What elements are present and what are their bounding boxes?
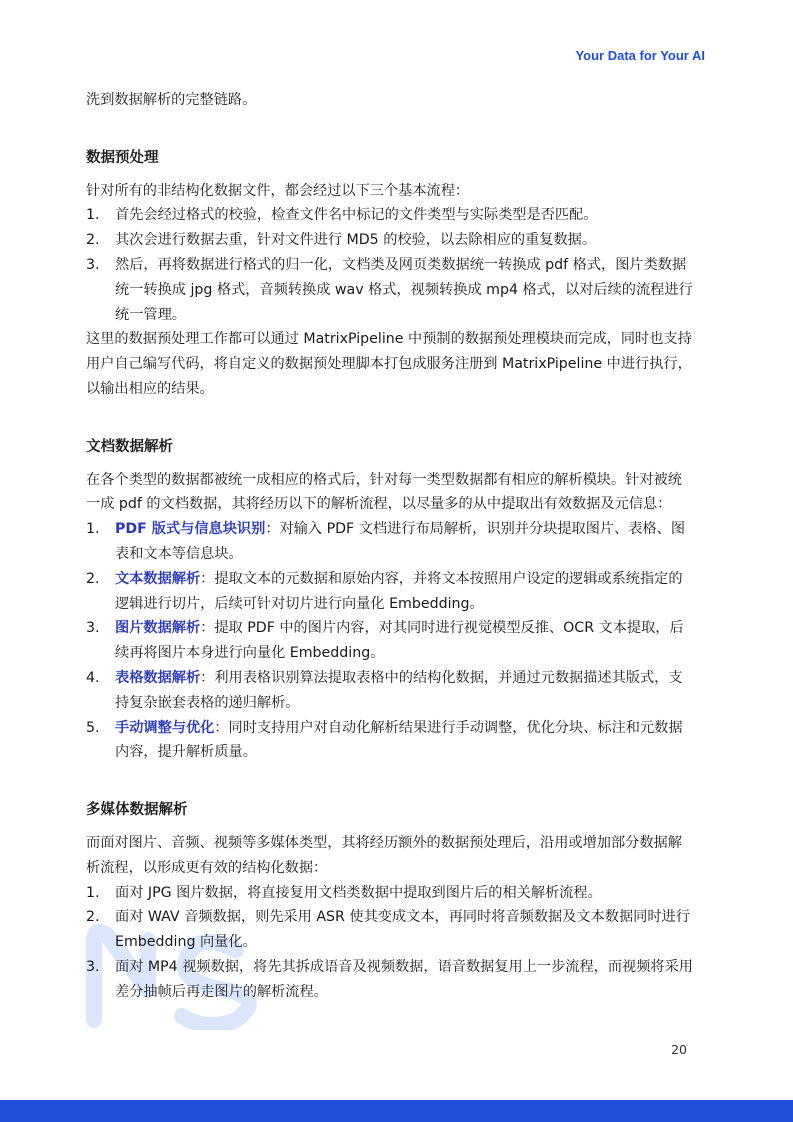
page-number: 20 (671, 1042, 687, 1057)
multimedia-lead: 而面对图片、音频、视频等多媒体类型，其将经历额外的数据预处理后，沿用或增加部分数据解析流程，以形成更有效的结构化数据： (86, 834, 682, 876)
header-tagline: Your Data for Your AI (575, 48, 705, 63)
list-item: 1. 首先会经过格式的校验，检查文件名中标记的文件类型与实际类型是否匹配。 (86, 207, 598, 224)
term-highlight: 表格数据解析 (115, 669, 201, 686)
document-list (86, 517, 696, 765)
term-highlight: PDF 版式与信息块识别 (115, 521, 266, 538)
list-item: 5. 手动调整与优化：同时支持用户对自动化解析结果进行手动调整，优化分块、标注和元数据内容，提升解析质量。 (86, 719, 683, 761)
preprocess-closing: 这里的数据预处理工作都可以通过 MatrixPipeline 中预制的数据预处理模块而完成，同时也支持用户自己编写代码，将自定义的数据预处理脚本打包成服务注册到 MatrixPipeline 中进行执行，以输出相应的结果。 (86, 331, 692, 397)
heading-preprocess: 数据预处理 (86, 149, 159, 166)
document-body (86, 88, 696, 1005)
heading-multimedia-parsing: 多媒体数据解析 (86, 802, 188, 819)
term-highlight: 手动调整与优化 (115, 719, 215, 736)
list-item: 3. 面对 MP4 视频数据，将先其拆成语音及视频数据，语音数据复用上一步流程，而视频将采用差分抽帧后再走图片的解析流程。 (86, 958, 693, 1000)
intro-line: 洗到数据解析的完整链路。 (86, 92, 257, 108)
list-item: 1. 面对 JPG 图片数据，将直接复用文档类数据中提取到图片后的相关解析流程。 (86, 884, 602, 901)
list-item: 2. 面对 WAV 音频数据，则先采用 ASR 使其变成文本，再同时将音频数据及文本数据同时进行 Embedding 向量化。 (86, 909, 690, 951)
term-highlight: 图片数据解析 (115, 620, 201, 637)
document-lead: 在各个类型的数据都被统一成相应的格式后，针对每一类型数据都有相应的解析模块。针对被统一成 pdf 的文档数据，其将经历以下的解析流程，以尽量多的从中提取出有效数据及元信息： (86, 471, 682, 513)
preprocess-list (86, 203, 696, 327)
heading-document-parsing: 文档数据解析 (86, 438, 173, 455)
multimedia-list (86, 881, 696, 1005)
list-item: 3. 图片数据解析：提取 PDF 中的图片内容，对其同时进行视觉模型反推、OCR 文本提取，后续再将图片本身进行向量化 Embedding。 (86, 620, 684, 662)
list-item: 4. 表格数据解析：利用表格识别算法提取表格中的结构化数据，并通过元数据描述其版式，支持复杂嵌套表格的递归解析。 (86, 669, 683, 711)
preprocess-lead: 针对所有的非结构化数据文件，都会经过以下三个基本流程： (86, 182, 470, 199)
list-item: 3. 然后，再将数据进行格式的归一化，文档类及网页类数据统一转换成 pdf 格式，图片类数据统一转换成 jpg 格式，音频转换成 wav 格式，视频转换成 mp4 格式，以对后续的流程进行统一管理。 (86, 256, 693, 323)
term-highlight: 文本数据解析 (115, 570, 201, 587)
list-item: 1. PDF 版式与信息块识别：对输入 PDF 文档进行布局解析，识别并分块提取图片、表格、图表和文本等信息块。 (86, 521, 686, 562)
footer-bar (0, 1100, 793, 1122)
list-item: 2. 文本数据解析：提取文本的元数据和原始内容，并将文本按照用户设定的逻辑或系统指定的逻辑进行切片，后续可针对切片进行向量化 Embedding。 (86, 570, 683, 612)
list-item: 2. 其次会进行数据去重，针对文件进行 MD5 的校验，以去除相应的重复数据。 (86, 232, 597, 249)
